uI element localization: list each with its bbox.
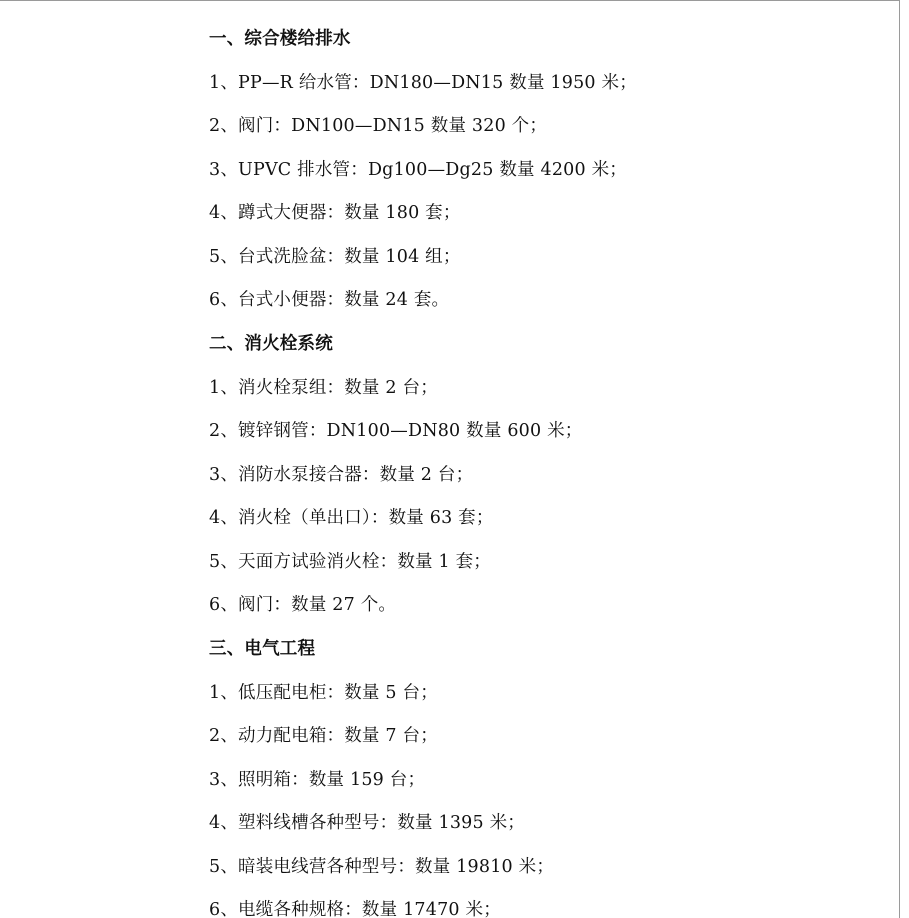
list-item: 6、电缆各种规格：数量 17470 米； [209,900,501,918]
section-heading-electrical: 三、电气工程 [209,639,316,659]
list-item: 6、阀门：数量 27 个。 [209,595,397,615]
list-item: 4、蹲式大便器：数量 180 套； [209,203,461,223]
list-item: 5、暗装电线营各种型号：数量 19810 米； [209,857,555,877]
list-item: 2、镀锌钢管：DN100—DN80 数量 600 米； [209,421,583,441]
list-item: 3、照明箱：数量 159 台； [209,770,426,790]
list-item: 1、消火栓泵组：数量 2 台； [209,378,438,398]
list-item: 4、塑料线槽各种型号：数量 1395 米； [209,813,525,833]
list-item: 1、PP—R 给水管：DN180—DN15 数量 1950 米； [209,73,637,93]
list-item: 2、阀门：DN100—DN15 数量 320 个； [209,116,548,136]
list-item: 4、消火栓（单出口）：数量 63 套； [209,508,494,528]
section-heading-plumbing: 一、综合楼给排水 [209,29,351,49]
list-item: 5、天面方试验消火栓：数量 1 套； [209,552,491,572]
list-item: 5、台式洗脸盆：数量 104 组； [209,247,461,267]
list-item: 6、台式小便器：数量 24 套。 [209,290,450,310]
list-item: 1、低压配电柜：数量 5 台； [209,683,438,703]
list-item: 3、消防水泵接合器：数量 2 台； [209,465,474,485]
list-item: 2、动力配电箱：数量 7 台； [209,726,438,746]
section-heading-fire-hydrant: 二、消火栓系统 [209,334,333,354]
list-item: 3、UPVC 排水管：Dg100—Dg25 数量 4200 米； [209,160,628,180]
